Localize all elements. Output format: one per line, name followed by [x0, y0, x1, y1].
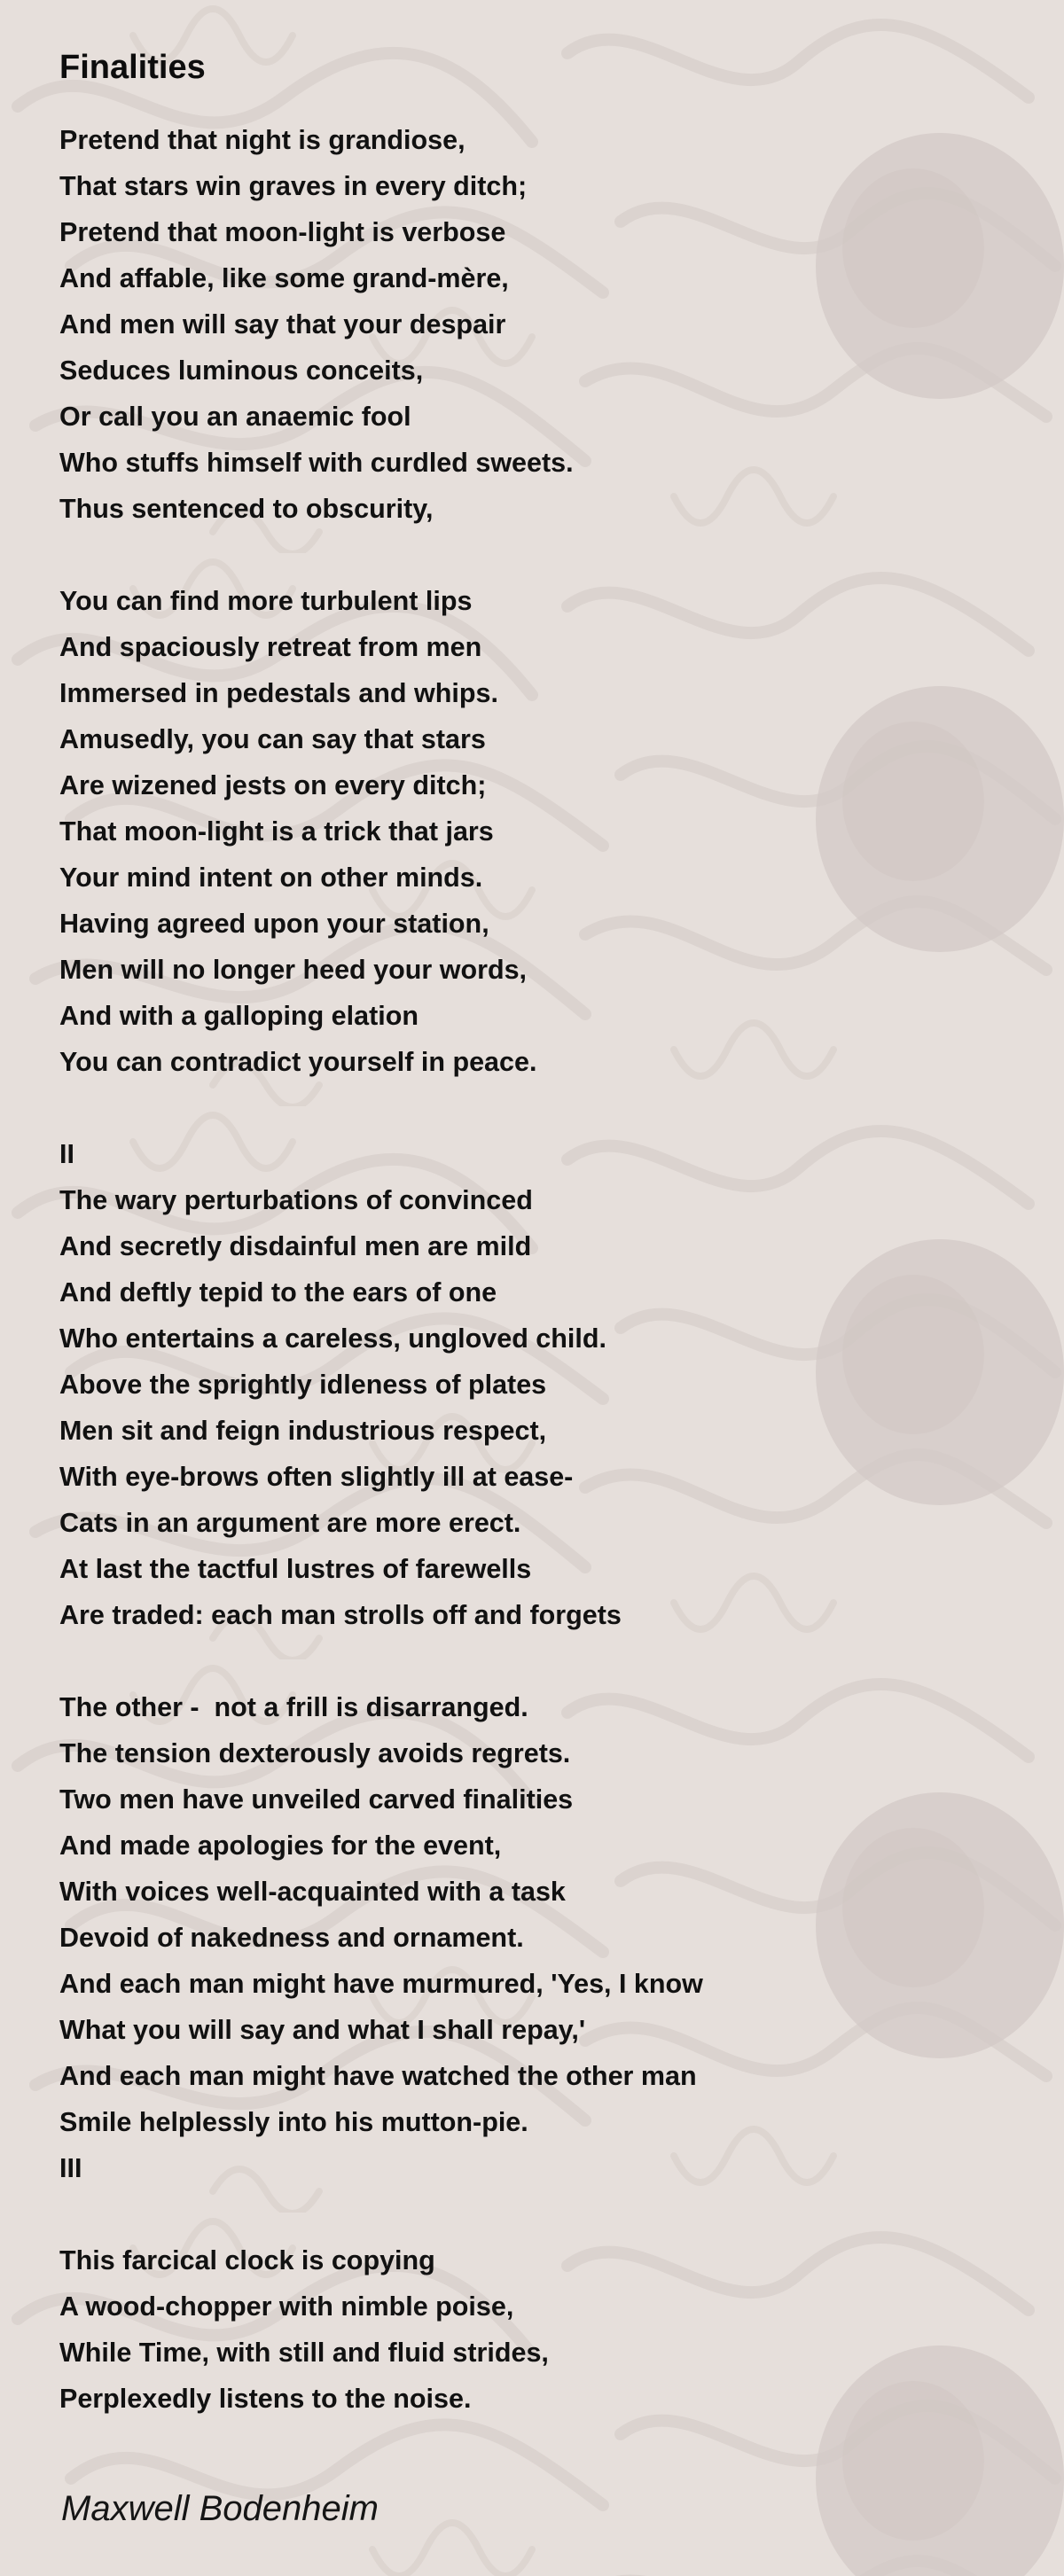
poem-line: Or call you an anaemic fool — [59, 402, 411, 432]
poem-line: III — [59, 2153, 82, 2183]
poem-line: The wary perturbations of convinced — [59, 1185, 533, 1215]
poem-line: Two men have unveiled carved finalities — [59, 1784, 574, 1815]
poem-line: Your mind intent on other minds. — [59, 863, 483, 893]
stanza-break — [59, 1085, 999, 1131]
poem-line: Thus sentenced to obscurity, — [59, 494, 434, 524]
poem-container — [59, 43, 999, 2422]
poem-line: And each man might have murmured, 'Yes, I know — [59, 1969, 703, 1999]
poem-line: With eye-brows often slightly ill at ease- — [59, 1462, 574, 1492]
poem-line: And secretly disdainful men are mild — [59, 1231, 532, 1261]
poem-line: Men sit and feign industrious respect, — [59, 1416, 547, 1446]
poem-line: Devoid of nakedness and ornament. — [59, 1923, 524, 1953]
poem-line: This farcical clock is copying — [59, 2245, 435, 2275]
poem-line: And with a galloping elation — [59, 1001, 419, 1031]
poem-line: What you will say and what I shall repay,' — [59, 2015, 586, 2045]
poem-line: While Time, with still and fluid strides, — [59, 2338, 549, 2368]
poem-line: That stars win graves in every ditch; — [59, 171, 528, 201]
poem-line: Pretend that moon-light is verbose — [59, 217, 506, 247]
poem-body — [59, 117, 999, 2422]
poem-line: Are traded: each man strolls off and forgets — [59, 1600, 622, 1630]
stanza-break — [59, 532, 999, 578]
poem-line: That moon-light is a trick that jars — [59, 816, 494, 847]
poem-line: And made apologies for the event, — [59, 1831, 502, 1861]
poem-author: Maxwell Bodenheim — [61, 2489, 379, 2528]
poem-line: Seduces luminous conceits, — [59, 355, 424, 386]
stanza-break — [59, 2191, 999, 2237]
poem-line: Amusedly, you can say that stars — [59, 724, 486, 754]
poem-line: With voices well-acquainted with a task — [59, 1877, 566, 1907]
poem-line: Perplexedly listens to the noise. — [59, 2384, 472, 2414]
poem-line: And men will say that your despair — [59, 309, 506, 340]
poem-line: Immersed in pedestals and whips. — [59, 678, 498, 708]
poem-line: Cats in an argument are more erect. — [59, 1508, 521, 1538]
poem-line: You can find more turbulent lips — [59, 586, 473, 616]
stanza-break — [59, 1638, 999, 1684]
poem-line: Having agreed upon your station, — [59, 909, 489, 939]
poem-line: And affable, like some grand-mère, — [59, 263, 509, 293]
poem-line: II — [59, 1139, 74, 1169]
poem-line: Pretend that night is grandiose, — [59, 125, 466, 155]
poem-line: And each man might have watched the other man — [59, 2061, 697, 2091]
poem-line: Smile helplessly into his mutton-pie. — [59, 2107, 528, 2137]
poem-line: The tension dexterously avoids regrets. — [59, 1738, 571, 1768]
poem-line: You can contradict yourself in peace. — [59, 1047, 537, 1077]
poem-line: Who entertains a careless, ungloved child. — [59, 1323, 606, 1354]
poem-line: The other - not a frill is disarranged. — [59, 1692, 528, 1722]
poem-line: Men will no longer heed your words, — [59, 955, 528, 985]
poem-line: And spaciously retreat from men — [59, 632, 482, 662]
poem-line: A wood-chopper with nimble poise, — [59, 2291, 514, 2322]
poem-line: Who stuffs himself with curdled sweets. — [59, 448, 574, 478]
poem-line: Above the sprightly idleness of plates — [59, 1370, 547, 1400]
poem-line: At last the tactful lustres of farewells — [59, 1554, 532, 1584]
poem-title: Finalities — [59, 49, 206, 86]
poem-line: Are wizened jests on every ditch; — [59, 770, 487, 800]
poem-line: And deftly tepid to the ears of one — [59, 1277, 497, 1308]
